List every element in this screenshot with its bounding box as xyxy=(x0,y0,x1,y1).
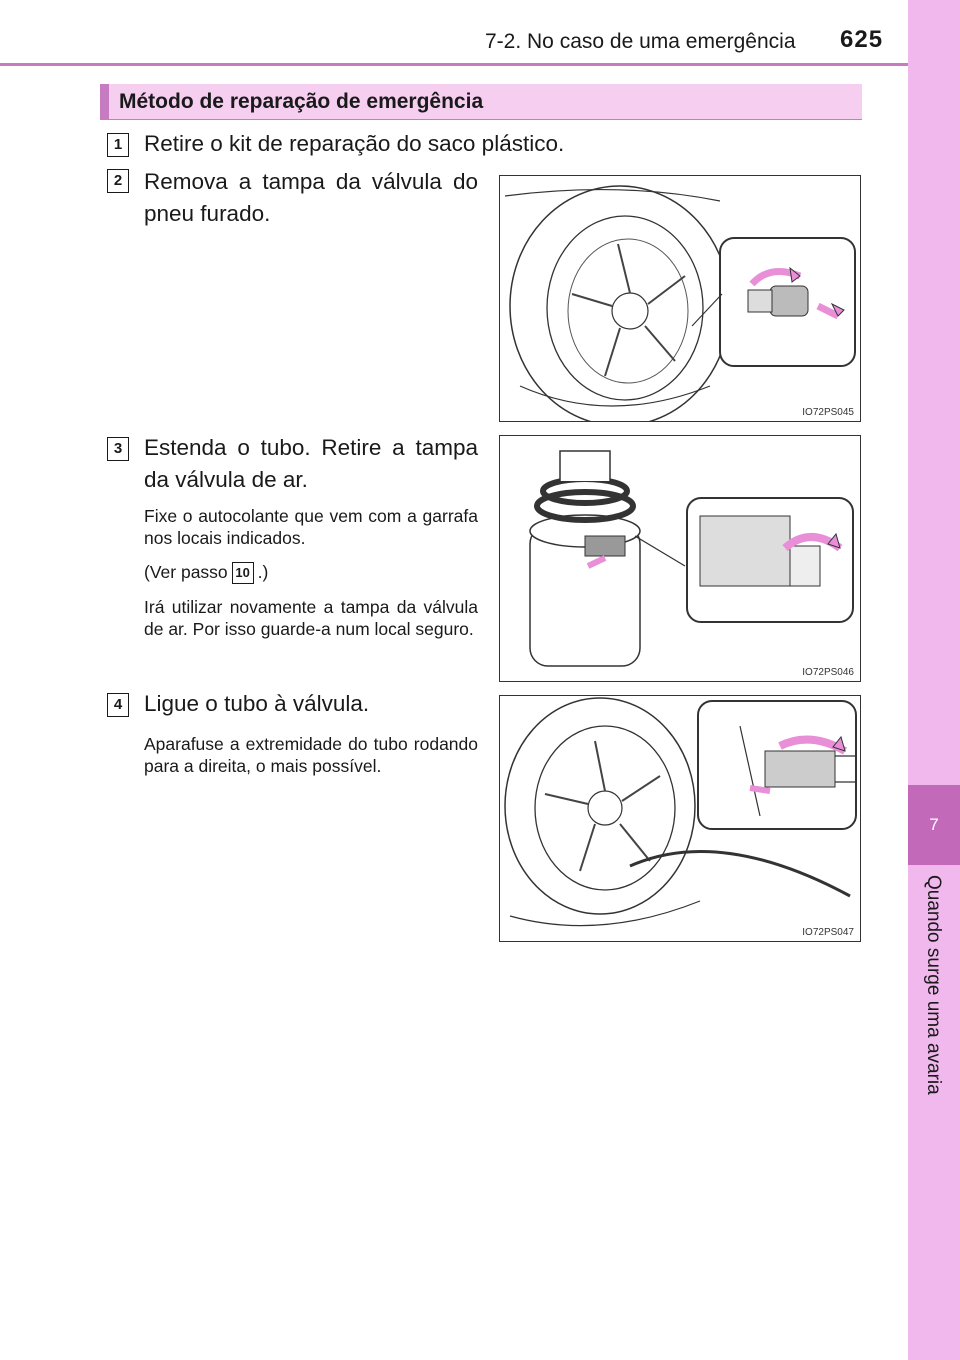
figure-extend-hose xyxy=(499,435,861,682)
step-3-note-see-step xyxy=(144,561,478,584)
chapter-number-box xyxy=(908,785,960,865)
figure-code: IO72PS047 xyxy=(802,927,854,938)
chapter-side-tab xyxy=(908,0,960,1360)
hose-to-valve-illustration xyxy=(500,696,860,941)
tire-valve-illustration xyxy=(500,176,860,421)
step-number-2: 2 xyxy=(107,169,129,193)
header-divider xyxy=(0,63,908,66)
step-3-title: Estenda o tubo. Retire a tampa da válvula de ar. xyxy=(144,435,478,492)
section-title-bar xyxy=(100,84,862,120)
step-number-1: 1 xyxy=(107,133,129,157)
step-4-note: Aparafuse a extremidade do tubo rodando para a direita, o mais possível. xyxy=(144,734,478,776)
step-2-title: Remova a tampa da válvula do pneu furado. xyxy=(144,169,478,226)
step-ref-10: 10 xyxy=(232,562,254,584)
see-step-prefix: (Ver passo xyxy=(144,562,228,582)
figure-code: IO72PS046 xyxy=(802,667,854,678)
chapter-number: 7 xyxy=(929,815,939,834)
see-step-suffix: .) xyxy=(257,562,269,582)
figure-connect-hose xyxy=(499,695,861,942)
running-header-title: 7-2. No caso de uma emergência xyxy=(485,30,796,53)
step-number-3: 3 xyxy=(107,437,129,461)
step-3-note-sticker: Fixe o autocolante que vem com a garrafa nos locais indicados. xyxy=(144,506,478,548)
step-number-4: 4 xyxy=(107,693,129,717)
sealant-bottle-illustration xyxy=(500,436,860,681)
figure-code: IO72PS045 xyxy=(802,407,854,418)
figure-remove-valve-cap xyxy=(499,175,861,422)
step-1-title: Retire o kit de reparação do saco plástico. xyxy=(144,131,565,156)
chapter-label: Quando surge uma avaria xyxy=(923,875,944,1095)
step-4-title: Ligue o tubo à válvula. xyxy=(144,691,370,716)
step-3-note-keep-cap: Irá utilizar novamente a tampa da válvula de ar. Por isso guarde-a num local seguro. xyxy=(144,597,478,639)
section-title: Método de reparação de emergência xyxy=(119,90,484,113)
page-number: 625 xyxy=(840,26,884,53)
